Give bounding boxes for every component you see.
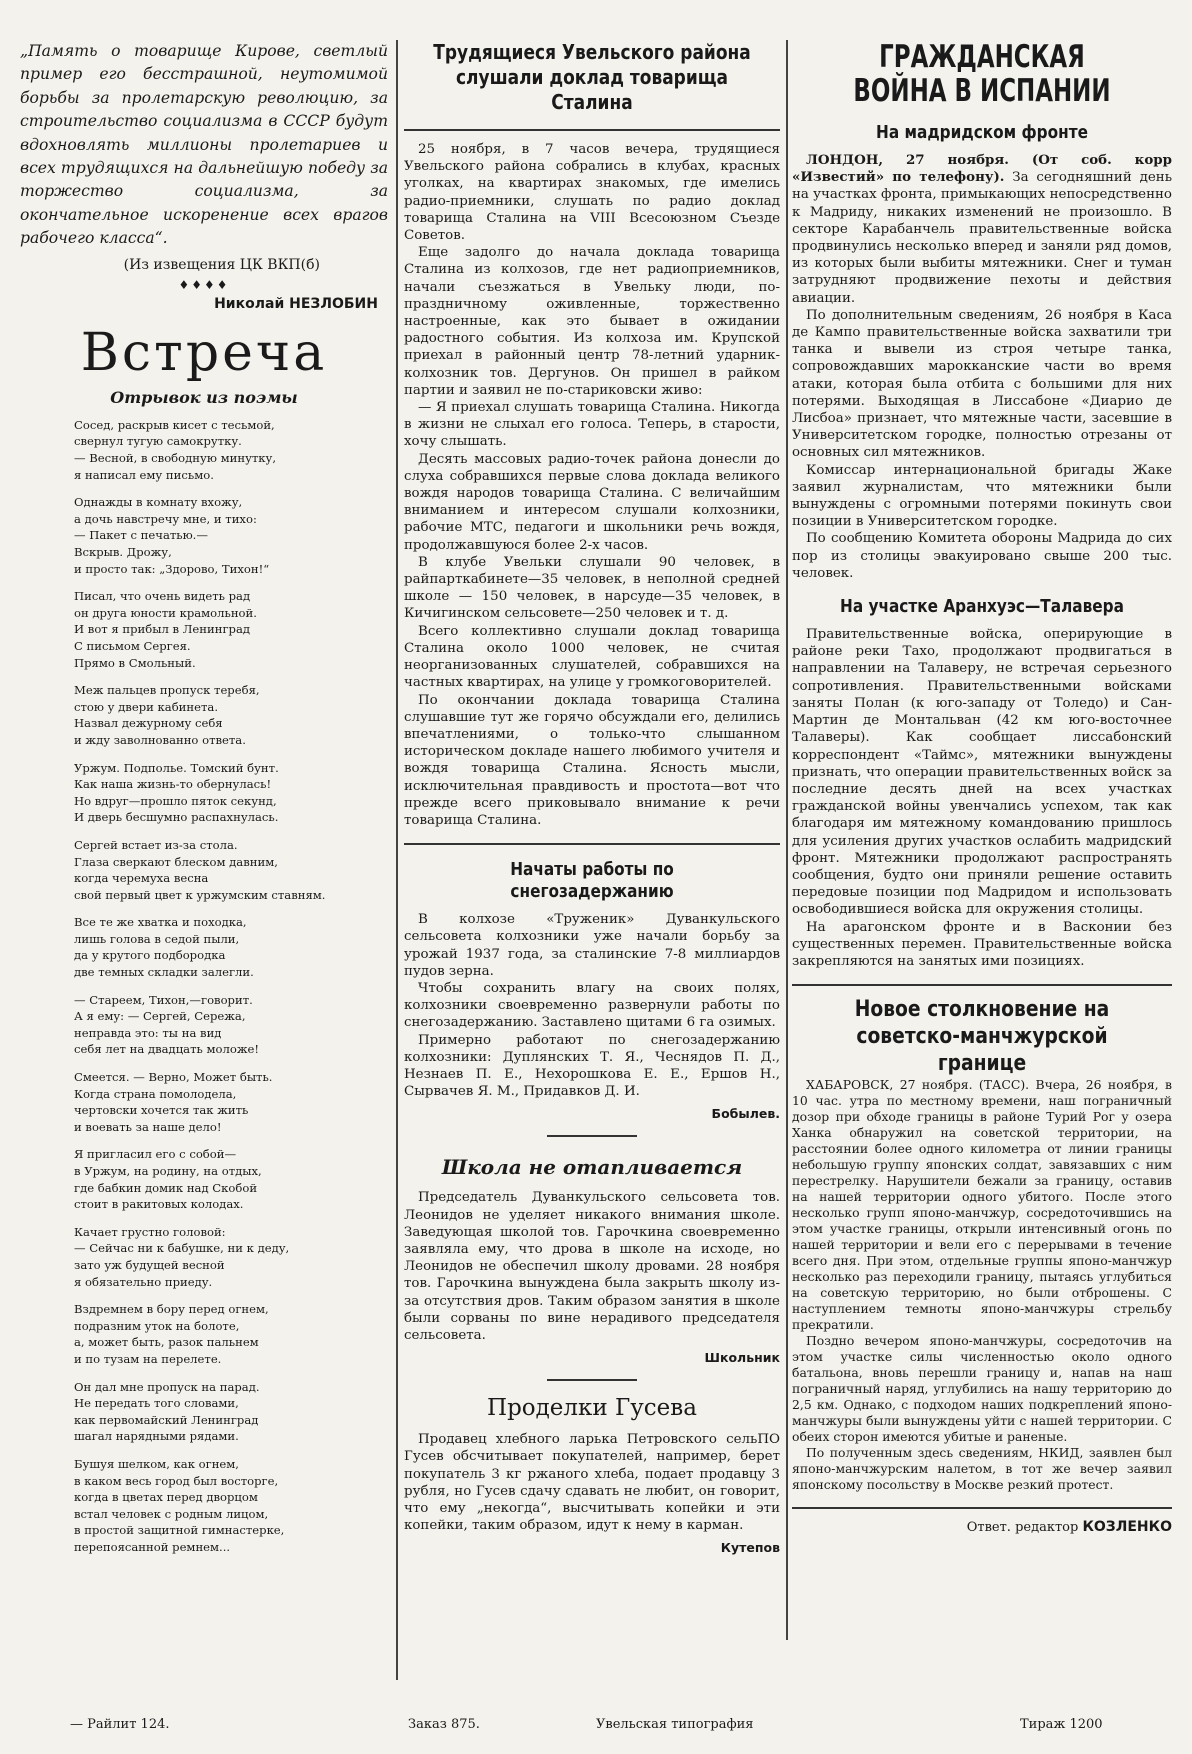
poem-line: и жду заволнованно ответа. [74,732,246,747]
poem-line: стою у двери кабинета. [74,699,218,714]
divider [547,1379,637,1381]
poem-line: он друга юности крамольной. [74,605,257,620]
poem-line: Однажды в комнату вхожу, [74,495,243,510]
divider [547,1135,637,1137]
poem-stanza [74,1146,390,1212]
paragraph: Продавец хлебного ларька Петровского сельПО Гусев обсчитывает покупателей, например, берет покупатель 3 кг ржаного хлеба, подает продавцу 3 рубля, но Гусев сдачу сдавать не любит, он говорит, что ему „некогда“, высчитывать копейки и эти копейки, таким образом, идут к нему в карман. [404,1432,780,1534]
kirov-quote: „Память о товарище Кирове, светлый пример его бесстрашной, неутомимой борьбы за пролетарскую революцию, за строительство социализма в СССР будут вдохновлять миллионы пролетариев и всех трудящихся на дальнейшую победу за торжество социализма, за окончательное искоренение всех врагов рабочего класса“. [20,42,388,248]
divider [792,1507,1172,1509]
poem-line: лишь голова в седой пыли, [74,931,240,946]
paragraph: Правительственные войска, оперирующие в районе реки Тахо, продолжают продвигаться в направлении на Талаверу, не встречая серьезного сопротивления. Правительственными войсками заняты Полан (к юго-западу от Толедо) и Сан-Мартин де Монтальван (42 км юго-восточнее Талаверы). Как сообщает лиссабонский корреспондент «Таймс», мятежники вынуждены признать, что операции правительственных войск за последние десять дней на всех участках гражданской войны увенчались успехом, так как благодаря им мятежному командованию пришлось для усиления других участков ослабить мадридский фронт. Мятежники продолжают распространять сообщения, будто они приняли решение оставить передовые позиции под Мадридом и использовать освободившиеся войска для окружения столицы. [792,627,1172,918]
paragraph: По сообщению Комитета обороны Мадрида до сих пор из столицы эвакуировано свыше 200 тыс. человек. [792,531,1172,581]
poem-line: Но вдруг—прошло пяток секунд, [74,793,277,808]
poem-line: Назвал дежурному себя [74,716,223,731]
poem-line: где бабкин домик над Скобой [74,1180,258,1195]
poem-stanza [74,1224,390,1290]
poem-line: я написал ему письмо. [74,467,214,482]
poem-line: Я пригласил его с собой— [74,1147,237,1162]
paragraph: В колхозе «Труженик» Дуванкульского сельсовета колхозники уже начали борьбу за урожай 1937 года, за сталинские 7-8 миллиардов пудов зерна. [404,912,780,979]
lead-text: Вчера, 26 ноября, в 10 час. утра по местному времени, наш пограничный дозор при обходе границы в районе Турий Рог у озера Ханка обнаружил на советской территории, на расстоянии более одного километра от линии границы небольшую группу японских солдат, завязавших с ним перестрелку. Нарушители бежали за границу, оставив на нашей территории одного убитого. После этого несколько групп японо-манчжур, сосредоточившись на этом участке границы, открыли интенсивный огонь по нашей территории и вели его с перерывами в течение всего дня. При этом, отдельные группы японо-манчжур несколько раз переходили границу, пытаясь углубиться на советскую территорию, но были отброшены. С наступлением темноты японо-манчжуры стрельбу прекратили. [792,1077,1172,1333]
poem-line: И дверь бесшумно распахнулась. [74,810,279,825]
poem-line: стоит в ракитовых колодах. [74,1197,244,1212]
divider [404,843,780,845]
poem-author: Николай НЕЗЛОБИН [214,295,378,312]
poem-line: и воевать за наше дело! [74,1119,222,1134]
poem-body [18,417,390,1556]
paragraph: Поздно вечером японо-манчжуры, сосредоточив на этом участке силы численностью около одного батальона, вновь перешли границу и, напав на наш пограничный наряд, углубились на нашу территорию до 2,5 км. Однако, с подходом наших подкреплений японо-манчжуры были вынуждены уйти с нашей территории. С обеих сторон имеются убитые и раненые. [792,1333,1172,1445]
paragraph: На арагонском фронте и в Васконии без существенных перемен. Правительственные войска закрепляются на занятых ими позициях. [792,919,1172,969]
poem-line: и просто так: „Здорово, Тихон!“ [74,561,270,576]
poem-line: Прямо в Смольный. [74,655,196,670]
poem-stanza [74,992,390,1058]
subhead-aranjuez-talavera: На участке Аранхуэс—Талавера [840,596,1124,618]
signature: Кутепов [720,1540,780,1556]
poem-line: шагал нарядными рядами. [74,1429,239,1444]
poem-line: Вздремнем в бору перед огнем, [74,1302,269,1317]
headline-spain: ГРАЖДАНСКАЯ ВОЙНА В ИСПАНИИ [853,39,1111,109]
poem-line: Бушуя шелком, как огнем, [74,1456,239,1471]
poem-line: две темных складки залегли. [74,965,254,980]
poem-line: Не передать того словами, [74,1396,239,1411]
poem-line: Все те же хватка и походка, [74,915,247,930]
paragraph: Чтобы сохранить влагу на своих полях, колхозники своевременно развернули работы по снегозадержанию. Заставлено щитами 6 га озимых. [404,980,780,1031]
poem-line: перепоясанной ремнем... [74,1539,231,1554]
poem-line: Он дал мне пропуск на парад. [74,1379,260,1394]
poem-stanza [74,914,390,980]
paragraph: По дополнительным сведениям, 26 ноября в Каса де Кампо правительственные войска захватили три танка и вывели из строя четыре танка, сопровождавших марокканские части во время атаки, которая была отбита с большими для них потерями. Выходящая в Лиссабоне «Диарио де Лисбоа» признает, что мятежные части, засевшие в Университетском городке, полностью отрезаны от основных сил мятежников. [792,307,1172,461]
divider [404,129,780,131]
headline-stalin-report: Трудящиеся Увельского района слушали доклад товарища Сталина [433,40,751,114]
poem-stanza [74,1456,390,1556]
poem-stanza [74,494,390,577]
poem-line: встал человек с родным лицом, [74,1506,269,1521]
paragraph: Комиссар интернациональной бригады Жаке заявил журналистам, что мятежники были вынуждены с огромными потерями покинуть свои позиции в Университетском городке. [792,462,1172,530]
poem-line: чертовски хочется так жить [74,1103,249,1118]
poem-line: Меж пальцев пропуск теребя, [74,683,260,698]
poem-line: да у крутого подбородка [74,948,226,963]
editor-name: КОЗЛЕНКО [1082,1519,1172,1536]
headline-border-clash: Новое столкновение на советско-манчжурской границе [854,997,1110,1077]
poem-line: Качает грустно головой: [74,1224,226,1239]
poem-line: — Стареем, Тихон,—говорит. [74,992,253,1007]
poem-line: Сосед, раскрыв кисет с тесьмой, [74,417,275,432]
ornament-divider: ♦♦♦♦ [178,277,230,292]
poem-line: в простой защитной гимнастерке, [74,1523,285,1538]
poem-line: зато уж будущей весной [74,1257,225,1272]
column-rule [786,40,788,1640]
headline-gusev: Проделки Гусева [487,1395,697,1422]
poem-line: А я ему: — Сергей, Сережа, [74,1009,246,1024]
poem-stanza [74,682,390,748]
quote-source: (Из извещения ЦК ВКП(б) [123,256,320,273]
paragraph: По окончании доклада товарища Сталина слушавшие тут же горячо обсуждали его, делились впечатлениями, о только-что слышанном историческом докладе нашего любимого учителя и вождя товарища Сталина. Ясность мысли, исключительная правдивость и простота—вот что прежде всего приковывало внимание к речи товарища Сталина. [404,692,780,828]
poem-line: — Пакет с печатью.— [74,528,208,543]
poem-line: а, может быть, разок пальнем [74,1335,259,1350]
editor-label: Ответ. редактор [966,1520,1079,1536]
paragraph: Еще задолго до начала доклада товарища Сталина из колхозов, где нет радиоприемников, начали съезжаться в Увельку люди, по-праздничному оживленные, торжественно настроенные, как это бывает в ожидании радостного события. Из колхоза им. Крупской приехал в районный центр 78-летний ударник-колхозник тов. Дергунов. Он пришел в райком партии и заявил не по-стариковски живо: [404,245,780,398]
poem-line: свернул тугую самокрутку. [74,434,242,449]
poem-stanza [74,1379,390,1445]
column-left [18,40,390,1566]
poem-stanza [74,837,390,903]
poem-line: Сергей встает из-за стола. [74,837,238,852]
paragraph [792,152,1172,307]
poem-line: в Уржум, на родину, на отдых, [74,1164,262,1179]
poem-line: Смеется. — Верно, Может быть. [74,1070,273,1085]
poem-line: а дочь навстречу мне, и тихо: [74,511,257,526]
poem-line: Уржум. Подполье. Томский бунт. [74,760,279,775]
article-stalin-report [404,141,780,829]
lead-text: За сегодняшний день на участках фронта, примыкающих непосредственно к Мадриду, никаких изменений не произошло. В секторе Карабанчель правительственные войска продвинулись несколько вперед и заняли ряд домов, из которых были выбиты мятежники. Снег и туман затрудняют продвижение пехоты и действия авиации. [792,170,1172,306]
headline-school-heating: Школа не отапливается [441,1155,743,1180]
poem-line: когда черемуха весна [74,871,209,886]
dateline: ЛОНДОН, 27 ноября. (От соб. корр «Известий» по телефону). [792,152,1172,186]
poem-stanza [74,1069,390,1135]
poem-line: И вот я прибыл в Ленинград [74,622,251,637]
poem-stanza [74,1301,390,1367]
column-rule [396,40,398,1680]
paragraph: — Я приехал слушать товарища Сталина. Никогда в жизни не слыхал его голоса. Теперь, в старости, хочу слышать. [404,400,780,450]
poem-subtitle: Отрывок из поэмы [110,387,298,407]
poem-stanza [74,588,390,671]
poem-line: неправда это: ты на вид [74,1025,222,1040]
poem-line: С письмом Сергея. [74,638,191,653]
article-snow-retention [404,911,780,1100]
poem-line: Как наша жизнь-то обернулась! [74,777,272,792]
paragraph: Примерно работают по снегозадержанию колхозники: Дуплянских Т. Я., Чеснядов П. Д., Незнаев П. Е., Нехорошкова Е. Е., Ершов Н., Сырвачев Я. М., Придавков Д. И. [404,1032,780,1100]
paragraph: В клубе Увельки слушали 90 человек, в райпарткабинете—35 человек, в неполной средней школе — 150 человек, в нарсуде—35 человек, в Кичигинском сельсовете—250 человек и т. д. [404,554,780,622]
footer-censor: — Райлит 124. [70,1717,170,1732]
poem-line: — Весной, в свободную минутку, [74,451,277,466]
paragraph: По полученным здесь сведениям, НКИД, заявлен был японо-манчжурским налетом, в тот же вечер заявил японскому посольству в Москве резкий протест. [792,1445,1172,1493]
signature: Школьник [704,1350,780,1366]
article-school-heating [404,1189,780,1344]
poem-stanza [74,760,390,826]
paragraph: 25 ноября, в 7 часов вечера, трудящиеся Увельского района собрались в клубах, красных уголках, на квартирах знакомых, где имелись радио-приемники, слушать по радио доклад товарища Сталина на VIII Всесоюзном Съезде Советов. [404,142,780,244]
footer-order: Заказ 875. [408,1717,480,1732]
paragraph: Председатель Дуванкульского сельсовета тов. Леонидов не уделяет никакого внимания школе. Заведующая школой тов. Гарочкина своевременно заявляла ему, что дрова в школе на исходе, но Леонидов не обеспечил школу дровами. 28 ноября тов. Гарочкина вынуждена была закрыть школу из-за отсутствия дров. Таким образом занятия в школе были сорваны по вине нерадивого председателя сельсовета. [404,1190,780,1343]
footer-printer: Увельская типография [596,1717,754,1732]
column-middle [404,40,780,1555]
poem-line: в каком весь город был восторге, [74,1473,279,1488]
poem-line: Вскрыв. Дрожу, [74,545,172,560]
poem-line: свой первый цвет к уржумским ставням. [74,887,326,902]
article-gusev [404,1431,780,1534]
signature: Бобылев. [711,1106,780,1122]
poem-line: как первомайский Ленинград [74,1412,259,1427]
poem-title: Встреча [80,322,328,383]
poem-line: — Сейчас ни к бабушке, ни к деду, [74,1241,290,1256]
poem-line: я обязательно приеду. [74,1274,213,1289]
poem-line: Когда страна помолодела, [74,1086,237,1101]
column-right [792,40,1172,1535]
paragraph: Десять массовых радио-точек района донесли до слуха собравшихся первые слова доклада великого вождя народов товарища Сталина. С величайшим вниманием и интересом слушали колхозники, рабочие МТС, педагоги и школьники речь вождя, продолжавшуюся более 2-х часов. [404,451,780,553]
poem-line: Глаза сверкают блеском давним, [74,854,278,869]
paragraph: Всего коллективно слушали доклад товарища Сталина около 1000 человек, не считая неорганизованных слушателей, собравшихся на частных квартирах, на улице у громкоговорителей. [404,623,780,691]
editor-credit [792,1519,1172,1535]
poem-line: когда в цветах перед дворцом [74,1490,258,1505]
poem-stanza [74,417,390,483]
poem-line: Писал, что очень видеть рад [74,589,251,604]
subhead-madrid-front: На мадридском фронте [876,122,1088,143]
poem-line: и по тузам на перелете. [74,1351,222,1366]
divider [792,984,1172,986]
footer-circulation: Тираж 1200 [1020,1717,1103,1732]
paragraph [792,1077,1172,1333]
poem-line: подразним уток на болоте, [74,1318,240,1333]
poem-line: себя лет на двадцать моложе! [74,1042,260,1057]
headline-snow-retention: Начаты работы по снегозадержанию [510,859,674,903]
dateline: ХАБАРОВСК, 27 ноября. (ТАСС). [806,1077,1030,1093]
